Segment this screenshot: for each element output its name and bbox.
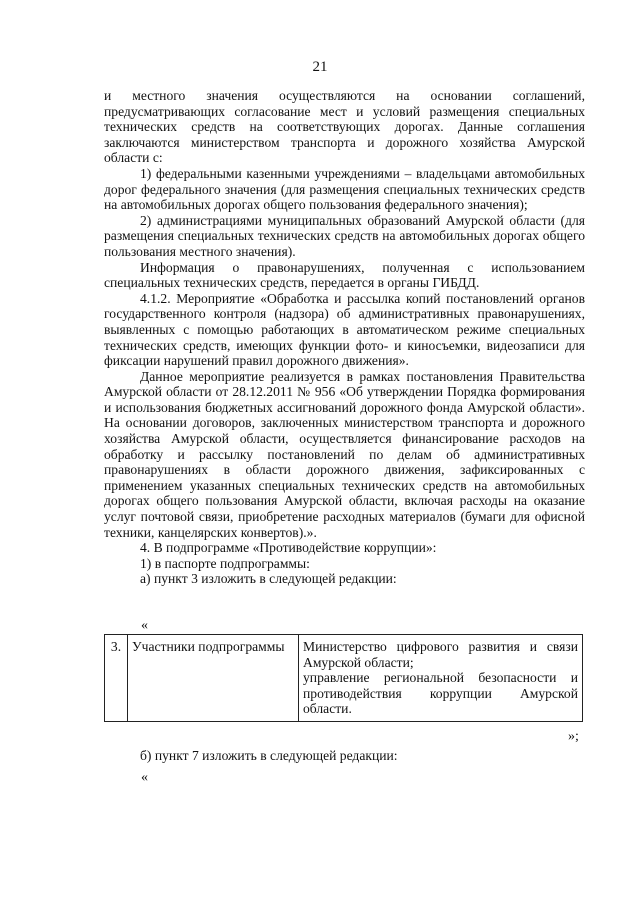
paragraph: 1) в паспорте подпрограммы: — [140, 555, 310, 571]
row-value — [299, 635, 583, 722]
value-line: Министерство цифрового развития и связи Амурской области; — [303, 639, 578, 670]
opening-quote: « — [141, 770, 148, 785]
paragraph: б) пункт 7 изложить в следующей редакции: — [140, 748, 398, 763]
paragraph: 4. В подпрограмме «Противодействие коррупции»: — [140, 540, 437, 556]
paragraph: 2) администрациями муниципальных образований Амурской области (для размещения специальных технических средств на автомобильных дорогах общего пользования местного значения). — [104, 212, 585, 259]
opening-quote: « — [141, 618, 148, 633]
document-body — [104, 88, 585, 587]
paragraph: 4.1.2. Мероприятие «Обработка и рассылка копий постановлений органов государственного контроля (надзора) об административных правонарушениях, выявленных с помощью работающих в автоматическом режиме специальных технических средств, имеющих функции фото- и киносъемки, видеозаписи для фиксации нарушений правил дорожного движения». — [104, 290, 585, 369]
subprogram-table — [104, 634, 583, 722]
row-number: 3. — [105, 635, 128, 722]
paragraph: Информация о правонарушениях, полученная с использованием специальных технических средств, передается в органы ГИБДД. — [104, 259, 585, 291]
paragraph: 1) федеральными казенными учреждениями – владельцами автомобильных дорог федерального значения (для размещения специальных технических средств на автомобильных дорогах общего пользования федерального значения); — [104, 165, 585, 213]
closing-quote: »; — [568, 729, 579, 744]
paragraph: и местного значения осуществляются на основании соглашений, предусматривающих согласование мест и условий размещения специальных технических средств на соответствующих дорогах. Данные соглашения заключаются министерством транспорта и дорожного хозяйства Амурской области с: — [104, 88, 585, 166]
paragraph: Данное мероприятие реализуется в рамках постановления Правительства Амурской области от 28.12.2011 № 956 «Об утверждении Порядка формирования и использования бюджетных ассигнований дорожного фонда Амурской области». На основании договоров, заключенных министерством транспорта и дорожного хозяйства Амурской области, осуществляется финансирование расходов на обработку и рассылку постановлений по делам об административных правонарушениях в области дорожного движения, зафиксированных с применением указанных специальных технических средств на автомобильных дорогах общего пользования Амурской области, включая расходы на оказание услуг почтовой связи, приобретение расходных материалов (бумаги для офисной техники, канцелярских конвертов).». — [104, 368, 585, 540]
row-label: Участники подпрограммы — [128, 635, 299, 722]
table-row — [105, 635, 583, 722]
page-number: 21 — [312, 59, 328, 75]
value-line: управление региональной безопасности и противодействия коррупции Амурской области. — [303, 670, 578, 717]
paragraph: а) пункт 3 изложить в следующей редакции: — [140, 571, 397, 587]
